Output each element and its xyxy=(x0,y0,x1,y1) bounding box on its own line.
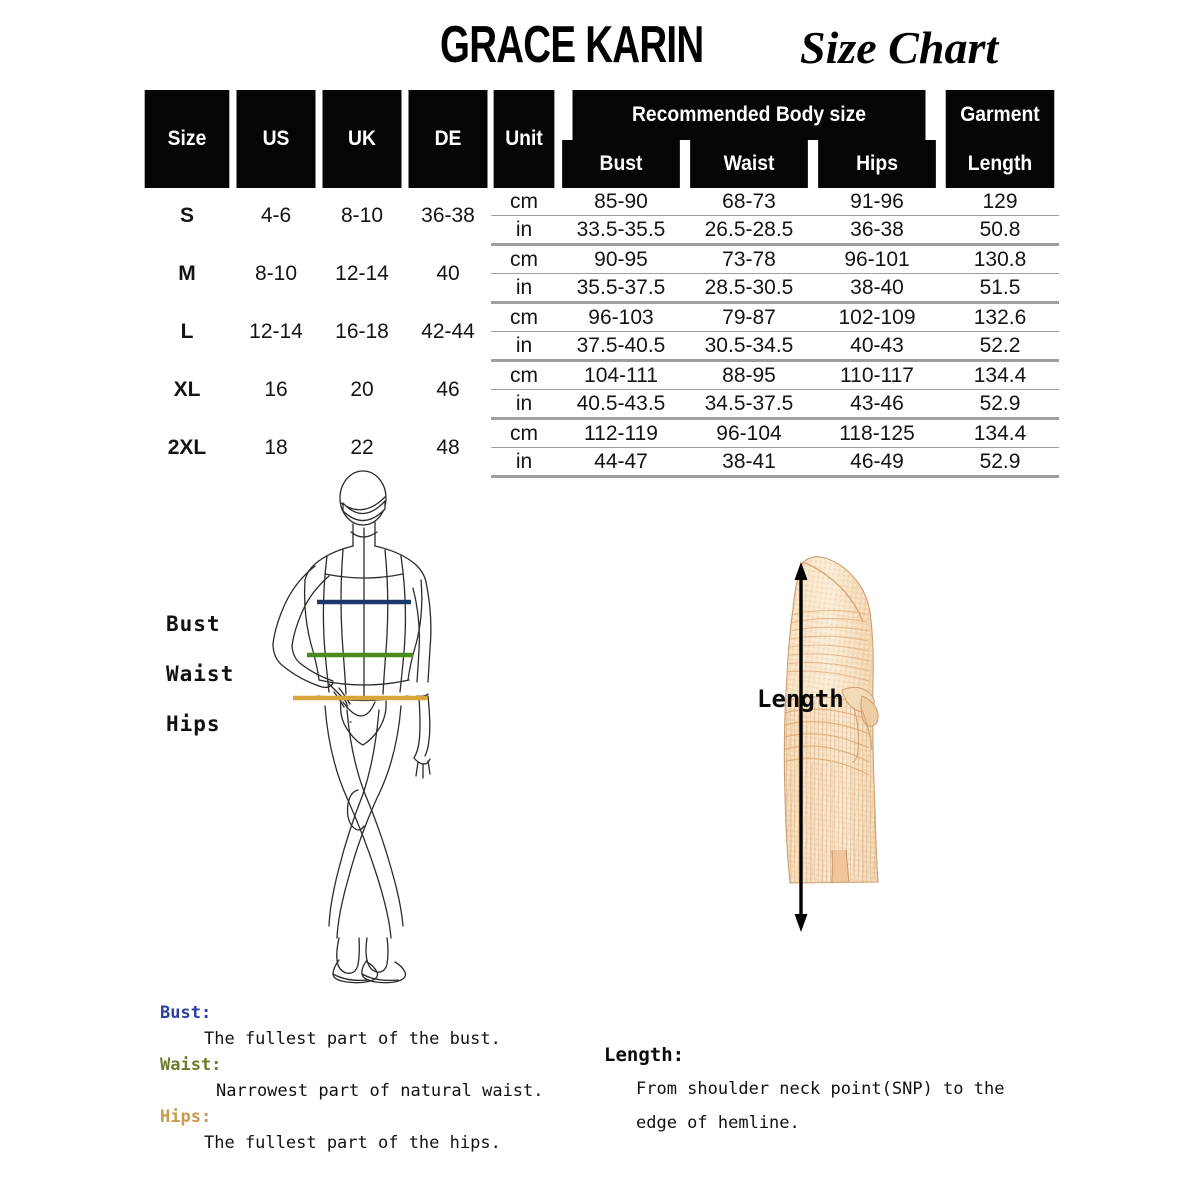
size-chart-table xyxy=(141,90,1059,478)
cell-length-cm: 134.4 xyxy=(941,419,1059,448)
col-header-bust: Bust xyxy=(562,140,680,188)
cell-waist-in: 30.5-34.5 xyxy=(685,332,813,361)
title-bar xyxy=(0,8,1200,78)
legend-bust-desc: The fullest part of the bust. xyxy=(204,1029,501,1049)
cell-waist-cm: 88-95 xyxy=(685,361,813,390)
cell-uk: 8-10 xyxy=(319,188,405,245)
col-header-group-body: Recommended Body size xyxy=(572,90,925,140)
cell-waist-cm: 73-78 xyxy=(685,245,813,274)
croquis-label-hips: Hips xyxy=(166,712,221,736)
col-header-uk: UK xyxy=(322,90,401,188)
cell-uk: 22 xyxy=(319,419,405,477)
cell-size: 2XL xyxy=(141,419,233,477)
cell-waist-cm: 68-73 xyxy=(685,188,813,216)
cell-uk: 12-14 xyxy=(319,245,405,303)
cell-hips-cm: 110-117 xyxy=(813,361,941,390)
cell-uk: 20 xyxy=(319,361,405,419)
cell-bust-cm: 104-111 xyxy=(557,361,685,390)
cell-bust-cm: 90-95 xyxy=(557,245,685,274)
cell-de: 48 xyxy=(405,419,491,477)
cell-hips-cm: 91-96 xyxy=(813,188,941,216)
cell-hips-in: 43-46 xyxy=(813,390,941,419)
cell-bust-in: 40.5-43.5 xyxy=(557,390,685,419)
legend-waist xyxy=(160,1052,590,1104)
col-header-waist: Waist xyxy=(690,140,808,188)
cell-bust-cm: 96-103 xyxy=(557,303,685,332)
measurement-legend xyxy=(160,1000,590,1156)
cell-us: 12-14 xyxy=(233,303,319,361)
legend-length-desc-1: From shoulder neck point(SNP) to the xyxy=(636,1079,1005,1099)
cell-bust-in: 33.5-35.5 xyxy=(557,216,685,245)
page-title: Size Chart xyxy=(800,22,999,73)
cell-uk: 16-18 xyxy=(319,303,405,361)
col-header-de: DE xyxy=(408,90,487,188)
dress-image xyxy=(758,550,918,940)
cell-hips-cm: 96-101 xyxy=(813,245,941,274)
croquis-label-bust: Bust xyxy=(166,612,221,636)
size-chart-body xyxy=(141,188,1059,477)
cell-length-cm: 130.8 xyxy=(941,245,1059,274)
col-header-us: US xyxy=(236,90,315,188)
cell-de: 40 xyxy=(405,245,491,303)
legend-hips xyxy=(160,1104,590,1156)
table-row xyxy=(141,419,1059,448)
cell-waist-in: 28.5-30.5 xyxy=(685,274,813,303)
mannequin-figure xyxy=(255,470,505,990)
cell-length-cm: 134.4 xyxy=(941,361,1059,390)
cell-unit-cm: cm xyxy=(491,188,557,216)
table-row xyxy=(141,303,1059,332)
cell-unit-in: in xyxy=(491,448,557,477)
legend-bust xyxy=(160,1000,590,1052)
cell-us: 4-6 xyxy=(233,188,319,245)
legend-hips-term: Hips: xyxy=(160,1107,212,1127)
cell-unit-cm: cm xyxy=(491,419,557,448)
cell-hips-in: 38-40 xyxy=(813,274,941,303)
cell-size: XL xyxy=(141,361,233,419)
cell-waist-in: 26.5-28.5 xyxy=(685,216,813,245)
cell-length-cm: 129 xyxy=(941,188,1059,216)
cell-bust-in: 37.5-40.5 xyxy=(557,332,685,361)
cell-us: 18 xyxy=(233,419,319,477)
legend-waist-desc: Narrowest part of natural waist. xyxy=(216,1081,544,1101)
cell-us: 8-10 xyxy=(233,245,319,303)
cell-bust-cm: 112-119 xyxy=(557,419,685,448)
legend-length-desc-2: edge of hemline. xyxy=(636,1113,800,1133)
table-row xyxy=(141,188,1059,216)
legend-waist-term: Waist: xyxy=(160,1055,222,1075)
cell-length-in: 52.9 xyxy=(941,448,1059,477)
cell-hips-in: 40-43 xyxy=(813,332,941,361)
cell-length-in: 52.2 xyxy=(941,332,1059,361)
cell-hips-cm: 118-125 xyxy=(813,419,941,448)
col-header-unit: Unit xyxy=(494,90,555,188)
col-header-group-garment: Garment xyxy=(946,90,1055,140)
col-header-size: Size xyxy=(145,90,230,188)
cell-length-in: 51.5 xyxy=(941,274,1059,303)
cell-unit-in: in xyxy=(491,274,557,303)
table-row xyxy=(141,245,1059,274)
cell-bust-in: 44-47 xyxy=(557,448,685,477)
cell-waist-in: 34.5-37.5 xyxy=(685,390,813,419)
cell-us: 16 xyxy=(233,361,319,419)
dress-length-label: Length xyxy=(757,685,844,713)
cell-hips-cm: 102-109 xyxy=(813,303,941,332)
col-header-hips: Hips xyxy=(818,140,936,188)
cell-de: 46 xyxy=(405,361,491,419)
cell-length-in: 52.9 xyxy=(941,390,1059,419)
cell-unit-in: in xyxy=(491,332,557,361)
cell-size: M xyxy=(141,245,233,303)
cell-hips-in: 36-38 xyxy=(813,216,941,245)
cell-unit-cm: cm xyxy=(491,245,557,274)
cell-bust-in: 35.5-37.5 xyxy=(557,274,685,303)
cell-unit-in: in xyxy=(491,216,557,245)
legend-bust-term: Bust: xyxy=(160,1003,212,1023)
cell-hips-in: 46-49 xyxy=(813,448,941,477)
legend-hips-desc: The fullest part of the hips. xyxy=(204,1133,501,1153)
cell-waist-in: 38-41 xyxy=(685,448,813,477)
cell-length-in: 50.8 xyxy=(941,216,1059,245)
cell-unit-cm: cm xyxy=(491,361,557,390)
cell-size: L xyxy=(141,303,233,361)
brand-title: GRACE KARIN xyxy=(440,16,704,74)
length-legend xyxy=(604,1038,1084,1140)
cell-waist-cm: 79-87 xyxy=(685,303,813,332)
croquis-label-waist: Waist xyxy=(166,662,235,686)
table-row xyxy=(141,361,1059,390)
cell-de: 42-44 xyxy=(405,303,491,361)
cell-de: 36-38 xyxy=(405,188,491,245)
cell-unit-in: in xyxy=(491,390,557,419)
cell-waist-cm: 96-104 xyxy=(685,419,813,448)
cell-length-cm: 132.6 xyxy=(941,303,1059,332)
legend-length-term: Length: xyxy=(604,1044,685,1066)
col-header-length: Length xyxy=(946,140,1055,188)
cell-size: S xyxy=(141,188,233,245)
dress-fabric xyxy=(758,550,918,940)
cell-bust-cm: 85-90 xyxy=(557,188,685,216)
cell-unit-cm: cm xyxy=(491,303,557,332)
